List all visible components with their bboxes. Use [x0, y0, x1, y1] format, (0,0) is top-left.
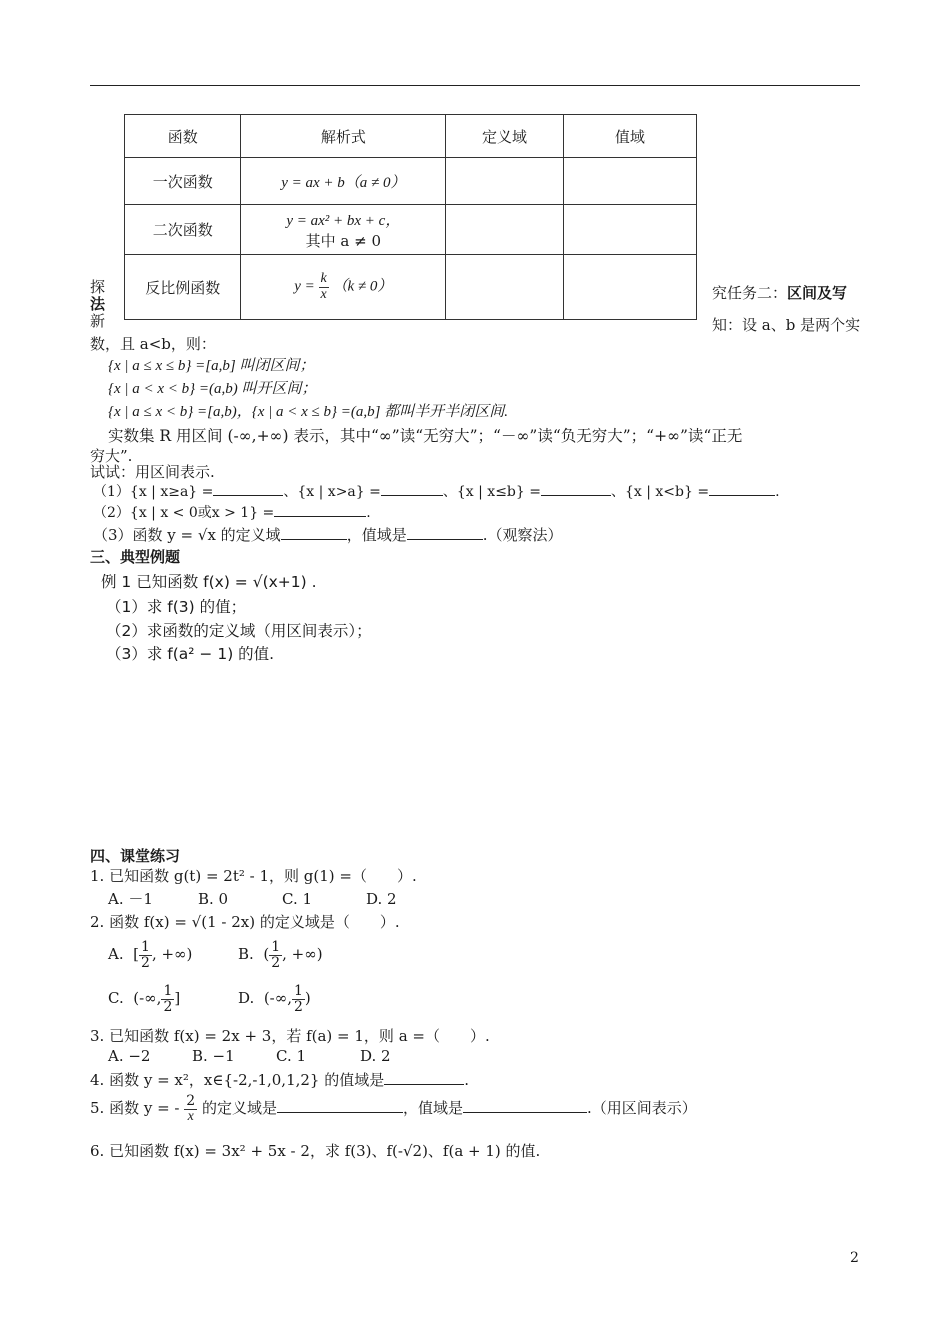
- header-rule: [90, 85, 860, 86]
- table-header-cell: 定义域: [446, 115, 563, 158]
- function-formula: [241, 255, 446, 320]
- fraction-numerator: 1: [271, 939, 281, 955]
- function-formula: [241, 205, 446, 255]
- fraction-denominator: 2: [294, 998, 303, 1015]
- fraction-numerator: 1: [163, 983, 173, 999]
- option-c[interactable]: C. 1: [276, 1047, 307, 1065]
- option-label: C.: [108, 989, 124, 1008]
- fraction-numerator: k: [320, 270, 327, 286]
- function-name: 一次函数: [125, 158, 241, 205]
- open-interval: {x | a < x < b} =(a,b) 叫开区间；: [108, 381, 317, 397]
- option-b[interactable]: B. −1: [192, 1047, 235, 1065]
- try-label: 、{x | x<b} =: [610, 484, 710, 500]
- formula-line: y = ax² + bx + c，: [286, 212, 401, 229]
- function-formula: y = ax + b（a ≠ 0）: [241, 158, 446, 205]
- table-row: [125, 158, 697, 205]
- try-label: .: [775, 484, 780, 500]
- option-b[interactable]: B. 0: [198, 890, 229, 908]
- example-1-q1: （1）求 f(3) 的值；: [106, 598, 247, 616]
- range-cell: [563, 205, 696, 255]
- side-char: 新: [90, 312, 106, 330]
- answer-blank[interactable]: [277, 1098, 403, 1113]
- table-row: [125, 205, 697, 255]
- try-label: .: [366, 505, 371, 521]
- try-label: 、{x | x>a} =: [283, 484, 381, 500]
- practice-3: 3. 已知函数 f(x) = 2x + 3，若 f(a) = 1，则 a =（ ）.: [90, 1027, 490, 1045]
- half-open-interval: {x | a ≤ x < b} =[a,b)，{x | a < x ≤ b} =(a,b] 都叫半开半闭区间.: [108, 404, 508, 420]
- answer-blank[interactable]: [541, 481, 611, 496]
- practice-text: ，值域是: [403, 1099, 464, 1118]
- fraction: [269, 940, 282, 970]
- try-label: （3）函数 y = √x 的定义域: [93, 526, 281, 544]
- infinity-text-cont: 穷大”.: [90, 447, 133, 465]
- fraction: [184, 1094, 197, 1124]
- side-right-bold: 区间及写: [787, 284, 848, 302]
- fraction: [292, 984, 305, 1014]
- practice-4: [90, 1069, 469, 1090]
- example-1-q3: （3）求 f(a² − 1) 的值.: [106, 645, 275, 663]
- answer-blank[interactable]: [463, 1098, 587, 1113]
- side-char: 法: [90, 295, 106, 313]
- try-item-1: [93, 481, 780, 501]
- example-1-q2: （2）求函数的定义域（用区间表示）；: [106, 622, 372, 640]
- fraction: [139, 940, 152, 970]
- try-label: （1）{x | x≥a} =: [93, 484, 214, 500]
- try-title: 试试：用区间表示.: [90, 463, 215, 481]
- practice-text: 5. 函数 y = -: [90, 1099, 180, 1118]
- interval-intro: 数，且 a<b，则：: [90, 335, 216, 353]
- infinity-text: 实数集 R 用区间 (-∞,+∞) 表示，其中“∞”读“无穷大”；“－∞”读“负无穷大”；“+∞”读“正无: [108, 427, 743, 445]
- option-label: A.: [108, 945, 124, 964]
- table-header-cell: 函数: [125, 115, 241, 158]
- side-right-line2: 知：设 a、b 是两个实: [712, 316, 861, 334]
- practice-text: .（用区间表示）: [587, 1099, 697, 1118]
- try-item-2: [93, 502, 371, 522]
- fraction-denominator: x: [187, 1108, 194, 1124]
- bracket: ]: [174, 989, 181, 1008]
- option-d[interactable]: D. 2: [366, 890, 397, 908]
- side-right-plain: 究任务二：: [712, 284, 788, 302]
- domain-cell: [446, 255, 563, 320]
- domain-cell: [446, 158, 563, 205]
- option-label: D.: [238, 989, 255, 1008]
- fraction-numerator: 2: [186, 1093, 196, 1109]
- range-cell: [563, 255, 696, 320]
- answer-blank[interactable]: [213, 481, 283, 496]
- formula-prefix: y =: [294, 278, 315, 295]
- practice-text: 的定义域是: [201, 1099, 277, 1118]
- side-char: 探: [90, 278, 106, 296]
- fraction-denominator: 2: [141, 954, 150, 971]
- table-header-cell: 解析式: [241, 115, 446, 158]
- bracket: (-∞,: [263, 989, 292, 1008]
- practice-1: 1. 已知函数 g(t) = 2t² - 1，则 g(1) =（ ）.: [90, 867, 417, 885]
- practice-text: .: [464, 1071, 470, 1089]
- practice-2-option-c[interactable]: [108, 984, 180, 1014]
- side-left-column: [90, 279, 105, 330]
- bracket: [: [133, 945, 140, 964]
- formula-suffix: （k ≠ 0）: [332, 278, 393, 295]
- practice-1-options: [108, 888, 397, 909]
- practice-text: 4. 函数 y = x²，x∈{-2,-1,0,1,2} 的值域是: [90, 1071, 385, 1089]
- domain-cell: [446, 205, 563, 255]
- option-a[interactable]: A. －1: [108, 890, 153, 908]
- answer-blank[interactable]: [281, 525, 347, 540]
- fraction-numerator: 1: [294, 983, 303, 999]
- option-c[interactable]: C. 1: [282, 890, 313, 908]
- section-4-title: 四、课堂练习: [90, 847, 181, 865]
- practice-3-options: [108, 1047, 391, 1065]
- fraction-numerator: 1: [141, 939, 150, 955]
- table-row: [125, 255, 697, 320]
- fraction-denominator: 2: [271, 954, 281, 971]
- fraction-denominator: x: [320, 286, 327, 302]
- practice-2: 2. 函数 f(x) = √(1 - 2x) 的定义域是（ ）.: [90, 913, 400, 931]
- function-table: [124, 114, 697, 320]
- practice-6: 6. 已知函数 f(x) = 3x² + 5x - 2，求 f(3)、f(-√2)、f(a + 1) 的值.: [90, 1142, 541, 1160]
- table-header-row: [125, 115, 697, 158]
- try-item-3: [93, 524, 562, 545]
- try-label: ，值域是: [346, 526, 407, 544]
- example-1: 例 1 已知函数 f(x) = √(x+1) .: [101, 573, 317, 591]
- try-label: 、{x | x≤b} =: [442, 484, 541, 500]
- range-cell: [563, 158, 696, 205]
- practice-5: [90, 1094, 697, 1124]
- try-label: （2）{x | x < 0或x > 1} =: [93, 505, 275, 521]
- section-3-title: 三、典型例题: [90, 548, 181, 566]
- practice-2-option-b[interactable]: [238, 940, 323, 970]
- answer-blank[interactable]: [381, 481, 443, 496]
- bracket: ): [304, 989, 311, 1008]
- side-right-line: [712, 282, 847, 303]
- formula-line: 其中 a ≠ 0: [305, 231, 382, 250]
- practice-2-option-a[interactable]: [108, 940, 192, 970]
- function-name: 二次函数: [125, 205, 241, 255]
- bracket: (-∞,: [133, 989, 162, 1008]
- bracket: , +∞): [282, 945, 323, 964]
- answer-blank[interactable]: [274, 502, 366, 517]
- fraction: [161, 984, 174, 1014]
- table-header-cell: 值域: [563, 115, 696, 158]
- answer-blank[interactable]: [407, 525, 483, 540]
- bracket: (: [263, 945, 270, 964]
- option-d[interactable]: D. 2: [360, 1047, 391, 1065]
- practice-2-option-d[interactable]: [238, 984, 311, 1014]
- closed-interval: {x | a ≤ x ≤ b} =[a,b] 叫闭区间；: [108, 358, 315, 374]
- function-name: 反比例函数: [125, 255, 241, 320]
- fraction: [319, 272, 329, 302]
- fraction-denominator: 2: [163, 998, 173, 1015]
- answer-blank[interactable]: [384, 1070, 464, 1085]
- try-label: .（观察法）: [482, 526, 563, 544]
- page-number: 2: [850, 1250, 859, 1266]
- option-label: B.: [238, 945, 254, 964]
- option-a[interactable]: A. −2: [108, 1047, 151, 1065]
- answer-blank[interactable]: [709, 481, 775, 496]
- bracket: , +∞): [151, 945, 193, 964]
